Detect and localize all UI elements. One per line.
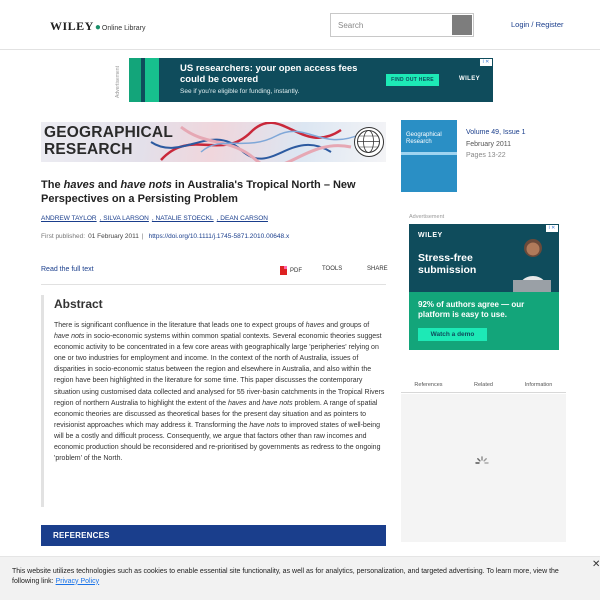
separator: | bbox=[141, 233, 144, 240]
read-full-text-link[interactable]: Read the full text bbox=[41, 266, 94, 273]
cookie-text bbox=[12, 567, 587, 586]
author-link[interactable]: , NATALIE STOECKL bbox=[151, 215, 214, 222]
issue-info bbox=[466, 127, 526, 162]
cover-title-line1: Geographical bbox=[406, 132, 442, 138]
cover-title bbox=[406, 132, 442, 146]
first-published-label: First published: bbox=[41, 233, 86, 240]
login-register-link[interactable]: Login / Register bbox=[511, 20, 564, 29]
abstract-emphasis: haves bbox=[305, 322, 325, 329]
side-ad-body: 92% of authors agree — our platform is easy to use. bbox=[418, 300, 525, 319]
title-part: and bbox=[94, 179, 121, 191]
abstract-emphasis: have nots bbox=[249, 421, 280, 429]
tab-related[interactable]: Related bbox=[474, 382, 493, 388]
logo-dot-icon: ● bbox=[94, 22, 101, 33]
journal-name-line1: GEOGRAPHICAL bbox=[44, 124, 173, 141]
abstract-heading: Abstract bbox=[54, 297, 103, 311]
issue-date: February 2011 bbox=[466, 140, 512, 148]
author-link[interactable]: , DEAN CARSON bbox=[216, 215, 268, 222]
title-part: The bbox=[41, 179, 64, 191]
top-ad-label: Advertisement bbox=[115, 66, 121, 98]
side-ad-close-icon[interactable]: i ✕ bbox=[546, 225, 558, 232]
pdf-icon bbox=[280, 266, 287, 275]
abstract-run: to improved states of well-being will be a costly and difficult process. Consequently, we argue that factors other than raw incomes and economic production should be reconsidered and re-prioritised by governments as redress to the ongoing 'problem' of the North. bbox=[54, 421, 381, 463]
abstract-run: and bbox=[246, 399, 263, 407]
issue-pages: Pages 13-22 bbox=[466, 152, 506, 159]
search-button[interactable] bbox=[452, 15, 472, 35]
share-button[interactable] bbox=[367, 266, 388, 272]
side-ad-label: Advertisement bbox=[409, 214, 445, 220]
tools-button[interactable] bbox=[322, 266, 342, 272]
abstract-run: and groups of bbox=[324, 322, 370, 329]
side-ad-brand: WILEY bbox=[418, 232, 443, 239]
logo-online-library-text: Online Library bbox=[101, 25, 146, 32]
title-part: in Australia's Tropical North – New Perspectives on a Persisting Problem bbox=[41, 179, 356, 205]
side-advertisement[interactable] bbox=[409, 224, 559, 350]
globe-logo-icon bbox=[354, 127, 384, 157]
journal-banner[interactable] bbox=[41, 122, 386, 162]
logo-wiley-text: WILEY bbox=[50, 19, 94, 33]
cookie-close-icon[interactable]: ✕ bbox=[592, 559, 600, 570]
abstract-run: problem. A range of spatial economic theories are discussed as theoretical bases for the present day situation and as pointers to revisionist approaches which may address it. Transforming the bbox=[54, 399, 378, 429]
abstract-emphasis: have nots bbox=[54, 333, 85, 341]
search-input[interactable] bbox=[331, 14, 451, 36]
abstract-run: There is significant confluence in the literature that leads one to expect groups of bbox=[54, 322, 306, 329]
abstract-emphasis: haves bbox=[227, 399, 247, 407]
search-box bbox=[330, 13, 474, 37]
side-ad-headline: Stress-free submission bbox=[418, 252, 477, 276]
ad-subline: See if you're eligible for funding, instantly. bbox=[180, 88, 300, 95]
site-header bbox=[0, 0, 600, 50]
cover-title-line2: Research bbox=[406, 139, 432, 145]
publication-info bbox=[41, 233, 289, 240]
pdf-button[interactable] bbox=[280, 266, 302, 275]
side-tab-panel bbox=[401, 394, 566, 542]
top-advertisement[interactable] bbox=[129, 58, 493, 102]
tools-divider bbox=[41, 284, 386, 285]
loading-spinner-icon bbox=[475, 456, 489, 470]
author-link[interactable]: ANDREW TAYLOR bbox=[41, 215, 97, 222]
title-emphasis: haves bbox=[63, 179, 95, 191]
author-link[interactable]: , SILVA LARSON bbox=[99, 215, 149, 222]
ad-wiley-brand: WILEY bbox=[459, 76, 480, 82]
share-label: SHARE bbox=[367, 266, 388, 272]
references-section-header[interactable]: REFERENCES bbox=[41, 525, 386, 546]
pdf-label: PDF bbox=[290, 267, 302, 274]
privacy-policy-link[interactable]: Privacy Policy bbox=[55, 577, 100, 585]
watch-demo-button[interactable]: Watch a demo bbox=[418, 328, 487, 341]
ad-stripe-decoration bbox=[129, 58, 169, 102]
abstract-text bbox=[54, 320, 386, 464]
ad-find-out-button[interactable]: FIND OUT HERE bbox=[386, 74, 439, 86]
journal-name-line2: RESEARCH bbox=[44, 141, 133, 158]
cookie-message: This website utilizes technologies such as cookies to enable essential site functionality, as well as for analytics, personalization, and targeted advertising. To learn more, view the following link: bbox=[12, 568, 559, 585]
side-tab-bar bbox=[401, 377, 566, 393]
tab-references[interactable]: References bbox=[414, 382, 443, 388]
first-published-date: 01 February 2011 bbox=[88, 233, 139, 240]
abstract-run: in socio-economic systems within common spatial contexts. Several economic theories suggest economic activity to be concentrated in a few core areas with geographically large 'peripheries' relying on one or two industries for employment and income. In the context of the north of Australia, issues of disparities in socio-economic status between the region and elsewhere in Australia, and also within the region have been highlighted in the literature for some time. This paper discusses the contemporary situation using customised data collected and analysed for 55 river-basin catchments in the Tropical Rivers region of northern Australia to highlight the extent of the bbox=[54, 333, 385, 407]
doi-link[interactable]: https://doi.org/10.1111/j.1745-5871.2010.00648.x bbox=[148, 233, 290, 240]
journal-name bbox=[44, 124, 173, 158]
cover-stripe bbox=[401, 152, 457, 155]
cookie-banner bbox=[0, 556, 600, 600]
person-with-laptop-icon bbox=[509, 230, 555, 294]
volume-issue-link[interactable]: Volume 49, Issue 1 bbox=[466, 129, 526, 136]
ad-headline: US researchers: your open access fees could be covered bbox=[180, 63, 358, 85]
abstract-emphasis: have nots bbox=[262, 399, 293, 407]
ad-close-icon[interactable]: i ✕ bbox=[480, 59, 492, 66]
journal-cover-image[interactable] bbox=[401, 120, 457, 192]
article-title bbox=[41, 178, 386, 206]
tools-label: TOOLS bbox=[322, 266, 343, 272]
abstract-section bbox=[41, 295, 386, 507]
tab-information[interactable]: Information bbox=[524, 382, 553, 388]
title-emphasis: have nots bbox=[120, 179, 172, 191]
author-list bbox=[41, 215, 268, 222]
wiley-online-library-logo[interactable] bbox=[50, 19, 145, 34]
